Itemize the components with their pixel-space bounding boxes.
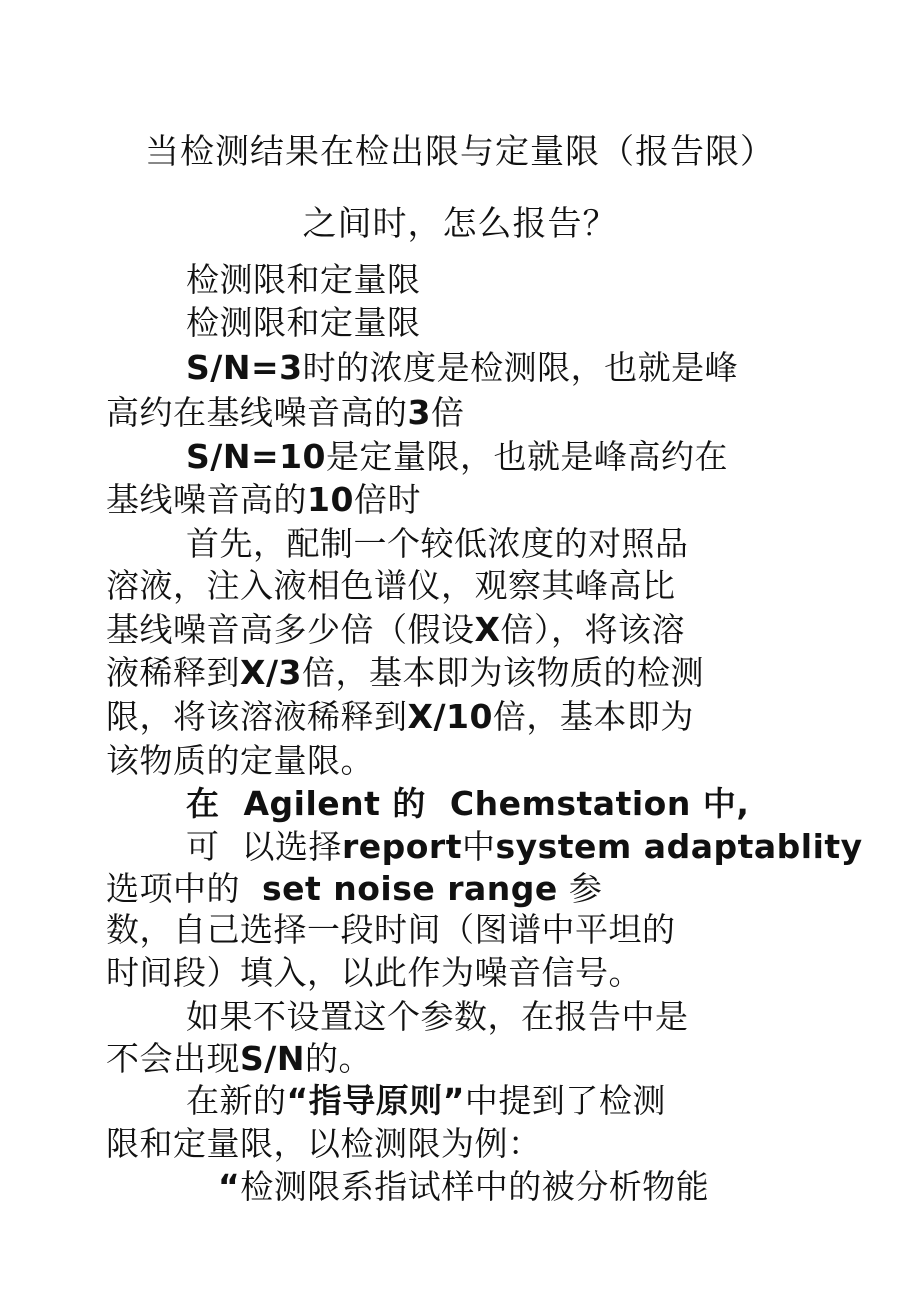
number: 3 bbox=[407, 393, 431, 432]
text: 限，将该溶液稀释到 bbox=[106, 697, 408, 736]
text: 可 bbox=[186, 827, 220, 866]
paragraph-method-line-2: 溶液，注入液相色谱仪，观察其峰高比 bbox=[106, 566, 676, 605]
text: 时的浓度是检测限，也就是峰 bbox=[302, 348, 739, 387]
set-noise-range-term: set noise range bbox=[261, 869, 558, 908]
paragraph-method-line-4 bbox=[106, 653, 704, 693]
paragraph-method-line-3 bbox=[106, 610, 685, 650]
text: 中提到了检测 bbox=[464, 1081, 666, 1120]
paragraph-lod-line-2 bbox=[106, 393, 464, 433]
text: 倍，基本即为该物质的检测 bbox=[301, 653, 704, 692]
paragraph-method-line-1: 首先，配制一个较低浓度的对照品 bbox=[186, 524, 689, 563]
text: 是定量限，也就是峰高约在 bbox=[326, 437, 729, 476]
text: 以选择 bbox=[241, 827, 342, 866]
text: 高约在基线噪音高的 bbox=[106, 393, 408, 432]
paragraph-noparam-line-1: 如果不设置这个参数，在报告中是 bbox=[186, 997, 689, 1036]
open-quote: “ bbox=[218, 1167, 241, 1206]
text: 倍，基本即为 bbox=[492, 697, 694, 736]
paragraph-chemstation-line bbox=[186, 784, 749, 824]
text: 基线噪音高多少倍（假设 bbox=[106, 610, 475, 649]
text: 选项中的 bbox=[106, 869, 240, 908]
paragraph-loq-line-1 bbox=[186, 437, 728, 477]
text: 在 bbox=[186, 784, 220, 823]
paragraph-loq-line-2 bbox=[106, 480, 421, 520]
text: 检测限系指试样中的被分析物能 bbox=[240, 1167, 710, 1206]
text: 中 bbox=[461, 827, 496, 866]
text: 倍 bbox=[430, 393, 465, 432]
paragraph-report-line-3: 数，自己选择一段时间（图谱中平坦的 bbox=[106, 910, 676, 949]
document-title-line-2: 之间时，怎么报告？ bbox=[302, 204, 618, 244]
text: 倍时 bbox=[353, 480, 421, 519]
paragraph-report-line-1 bbox=[186, 827, 863, 867]
text: 不会出现 bbox=[106, 1039, 240, 1078]
variable-x: X bbox=[474, 610, 501, 649]
paragraph-noparam-line-2 bbox=[106, 1039, 372, 1079]
paragraph-heading-1: 检测限和定量限 bbox=[186, 260, 421, 299]
report-term: report bbox=[341, 827, 462, 866]
text: 的。 bbox=[304, 1039, 372, 1078]
text: 的 bbox=[392, 784, 426, 823]
paragraph-method-line-6: 该物质的定量限。 bbox=[106, 741, 374, 780]
paragraph-report-line-4: 时间段）填入，以此作为噪音信号。 bbox=[106, 953, 642, 992]
sn3-label: S/N=3 bbox=[186, 348, 303, 387]
sn-term: S/N bbox=[240, 1039, 305, 1078]
document-title-line-1: 当检测结果在检出限与定量限（报告限） bbox=[145, 132, 775, 172]
variable-x10: X/10 bbox=[407, 697, 493, 736]
text: 中, bbox=[702, 784, 750, 823]
software-name: Chemstation bbox=[449, 784, 691, 823]
variable-x3: X/3 bbox=[240, 653, 302, 692]
paragraph-guideline-line-2: 限和定量限，以检测限为例： bbox=[106, 1124, 542, 1163]
number: 10 bbox=[307, 480, 354, 519]
paragraph-report-line-2 bbox=[106, 869, 602, 909]
system-adaptablity-term: system adaptablity bbox=[495, 827, 863, 866]
guideline-quote: “指导原则” bbox=[286, 1081, 465, 1120]
text: 基线噪音高的 bbox=[106, 480, 307, 519]
text: 液稀释到 bbox=[106, 653, 240, 692]
text: 在新的 bbox=[186, 1081, 287, 1120]
paragraph-lod-line-1 bbox=[186, 348, 738, 388]
software-vendor: Agilent bbox=[243, 784, 381, 823]
paragraph-guideline-line-1 bbox=[186, 1081, 666, 1121]
paragraph-heading-2: 检测限和定量限 bbox=[186, 303, 421, 342]
paragraph-definition-line-1 bbox=[218, 1167, 709, 1207]
text: 参 bbox=[568, 869, 603, 908]
sn10-label: S/N=10 bbox=[186, 437, 327, 476]
paragraph-method-line-5 bbox=[106, 697, 694, 737]
text: 倍），将该溶 bbox=[500, 610, 685, 649]
